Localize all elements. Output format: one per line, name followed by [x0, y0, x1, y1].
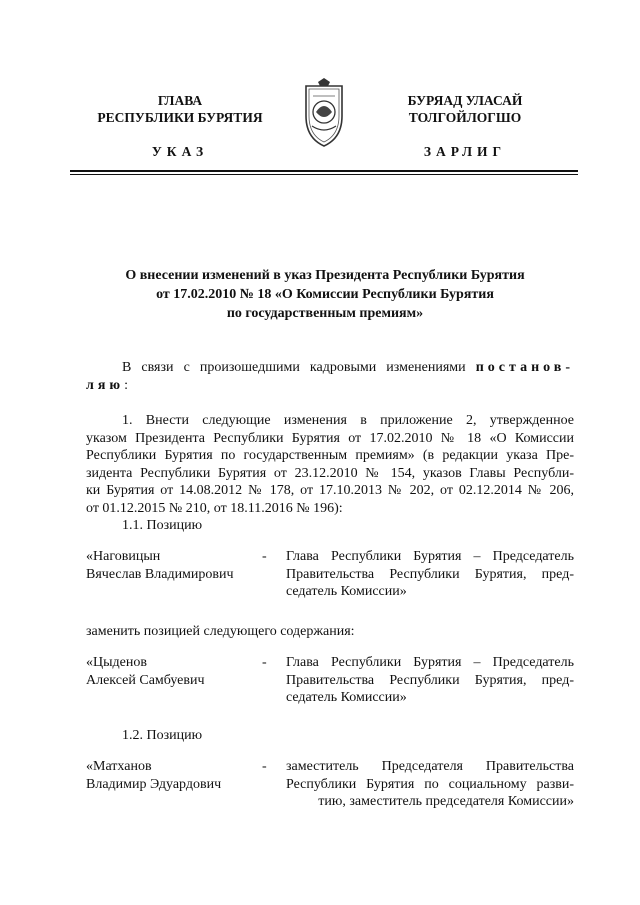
title-line: по государственным премиям» — [226, 306, 424, 321]
preamble — [86, 359, 574, 394]
replace-text: заменить позицией следующего содержания: — [86, 624, 355, 639]
item-1-line: Республики Бурятия по государственным премиям» (в редакции указа Пре- — [86, 448, 574, 463]
item-1-line: указом Президента Республики Бурятия от 17.02.2010 № 18 «О Комиссии — [86, 430, 574, 446]
entry-description: Глава Республики Бурятия – Председатель Правительства Республики Бурятия, пред- седатель Комиссии» — [286, 655, 574, 705]
header-right-title — [370, 92, 560, 126]
header-right-line: БУРЯАД УЛАСАЙ — [407, 93, 523, 108]
entry-description: заместитель Председателя Правительства Республики Бурятия по социальному разви- тию, заместитель председателя Комиссии» — [286, 759, 574, 809]
preamble-line — [86, 359, 574, 377]
coat-of-arms-icon — [298, 78, 350, 148]
entry-name: «Цыденов Алексей Самбуевич — [86, 655, 205, 688]
header-right-line: ТОЛГОЙЛОГШО — [408, 110, 522, 125]
item-1-line: 1. Внести следующие изменения в приложение 2, утвержденное — [122, 413, 574, 428]
title-line: О внесении изменений в указ Президента Республики Бурятия — [125, 268, 525, 283]
header-left-title — [80, 92, 280, 126]
entry-name: «Матханов Владимир Эдуардович — [86, 759, 222, 792]
item-1 — [86, 412, 574, 535]
item-1-line: от 01.12.2015 № 210, от 18.11.2016 № 196): — [86, 500, 343, 516]
subitem-1-2: 1.2. Позицию — [122, 728, 203, 743]
entry-name: «Наговицын Вячеслав Владимирович — [86, 549, 234, 582]
header-divider-thin — [70, 174, 578, 175]
title-line: от 17.02.2010 № 18 «О Комиссии Республики Бурятия — [156, 287, 494, 302]
item-1-line: ки Бурятия от 14.08.2012 № 178, от 17.10.2013 № 202, от 02.12.2014 № 206, — [86, 483, 574, 498]
subitem-1-1: 1.1. Позицию — [122, 518, 203, 533]
preamble-decree-word: постанов- — [475, 360, 575, 375]
document-title — [80, 266, 570, 323]
preamble-decree-word-end: ляю — [86, 377, 125, 393]
entry-dash: - — [262, 759, 267, 774]
entry-dash: - — [262, 549, 267, 564]
item-1-line: зидента Республики Бурятия от 23.12.2010 № 154, указов Главы Республи- — [86, 465, 574, 481]
preamble-text: В связи с произошедшими кадровыми изменениями — [122, 360, 466, 375]
header-divider — [70, 170, 578, 172]
header-left-kind: УКАЗ — [151, 144, 209, 159]
entry-description: Глава Республики Бурятия – Председатель Правительства Республики Бурятия, пред- седатель Комиссии» — [286, 549, 574, 599]
entry-dash: - — [262, 655, 267, 670]
header-left-line: ГЛАВА — [157, 93, 203, 108]
header-right-kind: ЗАРЛИГ — [423, 144, 507, 159]
preamble-line: ляю: — [86, 377, 129, 393]
header-left-line: РЕСПУБЛИКИ БУРЯТИЯ — [97, 110, 263, 125]
